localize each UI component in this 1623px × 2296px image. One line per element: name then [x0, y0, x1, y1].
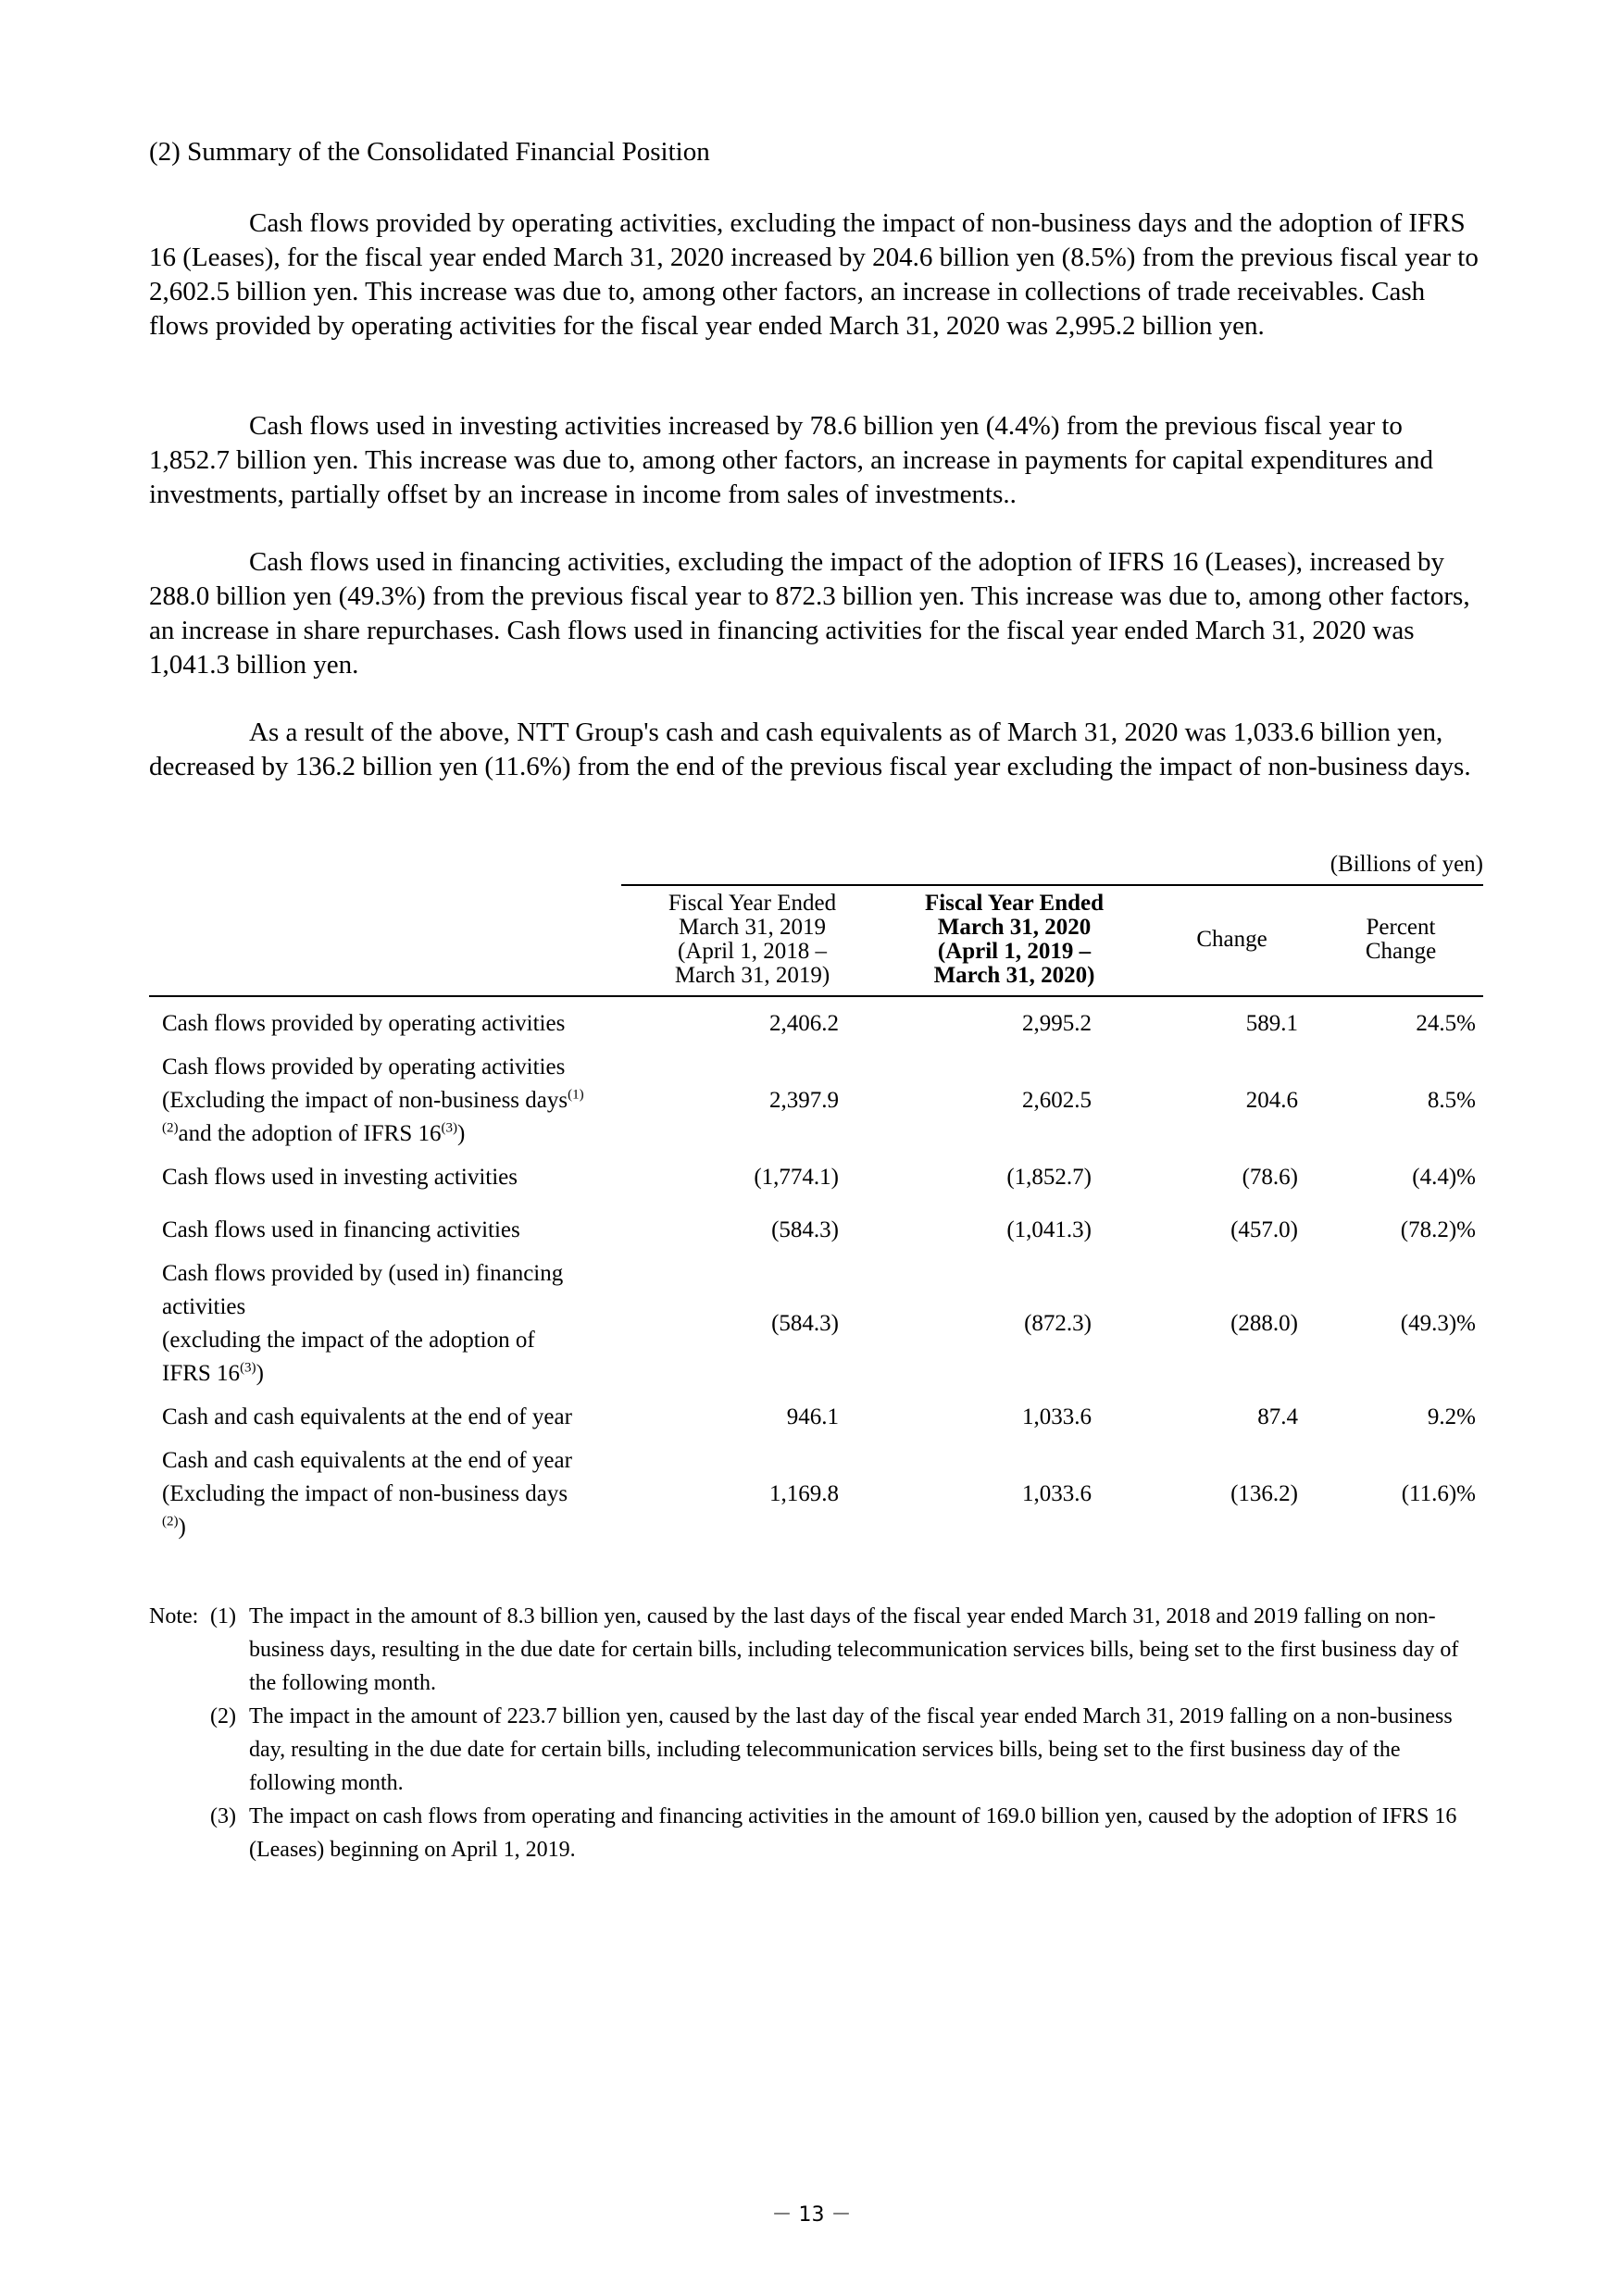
table-row: [149, 1256, 1483, 1391]
row-label-line: Cash flows provided by operating activities: [162, 1010, 566, 1036]
paragraph-operating: Cash flows provided by operating activities, excluding the impact of non-business days and the adoption of IFRS 16 (Leases), for the fiscal year ended March 31, 2020 increased by 204.6 billion yen (8.5%) from the previous fiscal year to 2,602.5 billion yen. This increase was due to, among other factors, an increase in collections of trade receivables. Cash flows provided by operating activities for the fiscal year ended March 31, 2020 was 2,995.2 billion yen.: [149, 208, 1479, 341]
cash-flow-table: [149, 884, 1483, 1544]
row-label-line: activities: [162, 1293, 246, 1319]
cell-change: (136.2): [1230, 1480, 1298, 1506]
footnote-text: The impact in the amount of 223.7 billion yen, caused by the last day of the fiscal year ended March 31, 2019 falling on a non-business day, resulting in the due date for certain bills, including telecommunication services bills, being set to the first business day of the following month.: [249, 1704, 1453, 1795]
header-percent-line: Percent: [1366, 915, 1436, 940]
footnote-item: [149, 1700, 1487, 1800]
row-label-line: and the adoption of IFRS 16: [178, 1120, 442, 1146]
page-number: － 13 －: [771, 2203, 852, 2227]
row-label-line-wrapper: [162, 1084, 621, 1117]
cell-percent: (78.2)%: [1400, 1217, 1476, 1242]
cell-fy2020: 1,033.6: [1022, 1404, 1092, 1429]
cell-fy2019: (584.3): [771, 1217, 839, 1242]
table-row: [149, 1151, 1483, 1204]
table-row: [149, 1443, 1483, 1544]
header-fy2020: [883, 885, 1145, 996]
row-label: [149, 1151, 621, 1204]
paragraph-investing: Cash flows used in investing activities increased by 78.6 billion yen (4.4%) from the previous fiscal year to 1,852.7 billion yen. This increase was due to, among other factors, an increase in payments for capital expenditures and investments, partially offset by an increase in income from sales of investments..: [149, 411, 1434, 509]
row-label-line-wrapper: [162, 1117, 621, 1151]
footnote-mark: (2): [210, 1704, 236, 1728]
cell-percent: 24.5%: [1416, 1010, 1476, 1036]
table-row: [149, 1204, 1483, 1256]
row-label-line: Cash flows provided by (used in) financing: [162, 1260, 564, 1286]
cell-percent: (11.6)%: [1401, 1480, 1476, 1506]
row-label: [149, 1443, 621, 1544]
row-label-line-wrapper: [162, 1357, 621, 1391]
row-label-line: Cash and cash equivalents at the end of year: [162, 1447, 572, 1473]
row-label-line: ): [178, 1514, 186, 1540]
units-label: (Billions of yen): [1330, 852, 1483, 877]
row-label-line: Cash flows used in financing activities: [162, 1217, 520, 1242]
row-label-line: ): [457, 1120, 466, 1146]
header-fy2020-line: March 31, 2020): [933, 963, 1095, 988]
footnote-ref: (1): [568, 1087, 584, 1103]
footnote-item: [149, 1600, 1487, 1700]
cell-fy2019: 2,397.9: [769, 1087, 839, 1113]
cell-percent: 9.2%: [1427, 1404, 1476, 1429]
cell-fy2020: 2,995.2: [1022, 1010, 1092, 1036]
footnote-mark: (1): [210, 1604, 236, 1628]
header-blank: [149, 885, 621, 996]
row-label-line: ): [256, 1360, 264, 1386]
header-fy2020-line: March 31, 2020: [937, 915, 1092, 940]
header-fy2020-line: (April 1, 2019 –: [937, 939, 1092, 964]
paragraph-financing: Cash flows used in financing activities, excluding the impact of the adoption of IFRS 16 (Leases), increased by 288.0 billion yen (49.3%) from the previous fiscal year to 872.3 billion yen. This increase was due to, among other factors, an increase in share repurchases. Cash flows used in financing activities for the fiscal year ended March 31, 2020 was 1,041.3 billion yen.: [149, 547, 1470, 680]
header-percent-line: Change: [1365, 939, 1437, 964]
cell-fy2019: (584.3): [771, 1310, 839, 1336]
cell-fy2019: 2,406.2: [769, 1010, 839, 1036]
header-fy2019-line: (April 1, 2018 –: [677, 939, 828, 964]
table-row: [149, 1391, 1483, 1443]
cell-change: 204.6: [1245, 1087, 1298, 1113]
cell-fy2019: 1,169.8: [769, 1480, 839, 1506]
header-fy2019: [621, 885, 883, 996]
header-change: Change: [1145, 885, 1318, 996]
footnote-text: The impact on cash flows from operating and financing activities in the amount of 169.0 billion yen, caused by the adoption of IFRS 16 (Leases) beginning on April 1, 2019.: [249, 1804, 1457, 1862]
cell-change: (78.6): [1242, 1164, 1298, 1190]
header-fy2020-line: Fiscal Year Ended: [924, 891, 1105, 916]
row-label-line: (excluding the impact of the adoption of: [162, 1327, 535, 1353]
section-heading: (2) Summary of the Consolidated Financial Position: [149, 137, 710, 167]
cell-change: (288.0): [1230, 1310, 1298, 1336]
cell-percent: (4.4)%: [1412, 1164, 1476, 1190]
table-row: [149, 1050, 1483, 1151]
cell-change: 589.1: [1245, 1010, 1298, 1036]
cell-percent: (49.3)%: [1400, 1310, 1476, 1336]
row-label-line: IFRS 16: [162, 1360, 241, 1386]
row-label: [149, 996, 621, 1050]
cell-fy2019: (1,774.1): [754, 1164, 839, 1190]
row-label-line: (Excluding the impact of non-business days: [162, 1087, 568, 1113]
cell-change: (457.0): [1230, 1217, 1298, 1242]
footnote-lead: Note:: [149, 1604, 199, 1628]
footnote-ref: (3): [441, 1120, 458, 1136]
cell-fy2020: 2,602.5: [1022, 1087, 1092, 1113]
footnote-mark: (3): [210, 1804, 236, 1828]
row-label-line: Cash flows provided by operating activities: [162, 1054, 566, 1079]
header-fy2019-line: March 31, 2019: [679, 915, 826, 940]
row-label: [149, 1050, 621, 1151]
cell-percent: 8.5%: [1427, 1087, 1476, 1113]
cell-change: 87.4: [1257, 1404, 1298, 1429]
footnote-ref: (3): [240, 1360, 256, 1376]
footnotes: [149, 1600, 1487, 1866]
footnote-item: [149, 1800, 1487, 1866]
row-label-line-wrapper: [162, 1511, 621, 1544]
footnote-ref: (2): [162, 1514, 179, 1529]
table-header-row: [149, 885, 1483, 996]
footnote-ref: (2): [162, 1120, 179, 1136]
row-label: [149, 1204, 621, 1256]
cell-fy2020: (1,041.3): [1006, 1217, 1092, 1242]
row-label-line: (Excluding the impact of non-business days: [162, 1480, 568, 1506]
cell-fy2019: 946.1: [786, 1404, 839, 1429]
table-row: [149, 996, 1483, 1050]
header-fy2019-line: Fiscal Year Ended: [668, 891, 837, 916]
row-label: [149, 1391, 621, 1443]
header-fy2019-line: March 31, 2019): [674, 963, 830, 988]
cell-fy2020: 1,033.6: [1022, 1480, 1092, 1506]
row-label-line: Cash and cash equivalents at the end of year: [162, 1404, 572, 1429]
header-percent-change: [1318, 885, 1483, 996]
cell-fy2020: (872.3): [1024, 1310, 1092, 1336]
row-label-line: Cash flows used in investing activities: [162, 1164, 518, 1190]
paragraph-cash-equivalents: As a result of the above, NTT Group's cash and cash equivalents as of March 31, 2020 was 1,033.6 billion yen, decreased by 136.2 billion yen (11.6%) from the end of the previous fiscal year excluding the impact of non-business days.: [149, 718, 1471, 781]
row-label: [149, 1256, 621, 1391]
footnote-text: The impact in the amount of 8.3 billion yen, caused by the last days of the fiscal year ended March 31, 2018 and 2019 falling on non-business days, resulting in the due date for certain bills, including telecommunication services bills, being set to the first business day of the following month.: [249, 1604, 1459, 1695]
cell-fy2020: (1,852.7): [1006, 1164, 1092, 1190]
